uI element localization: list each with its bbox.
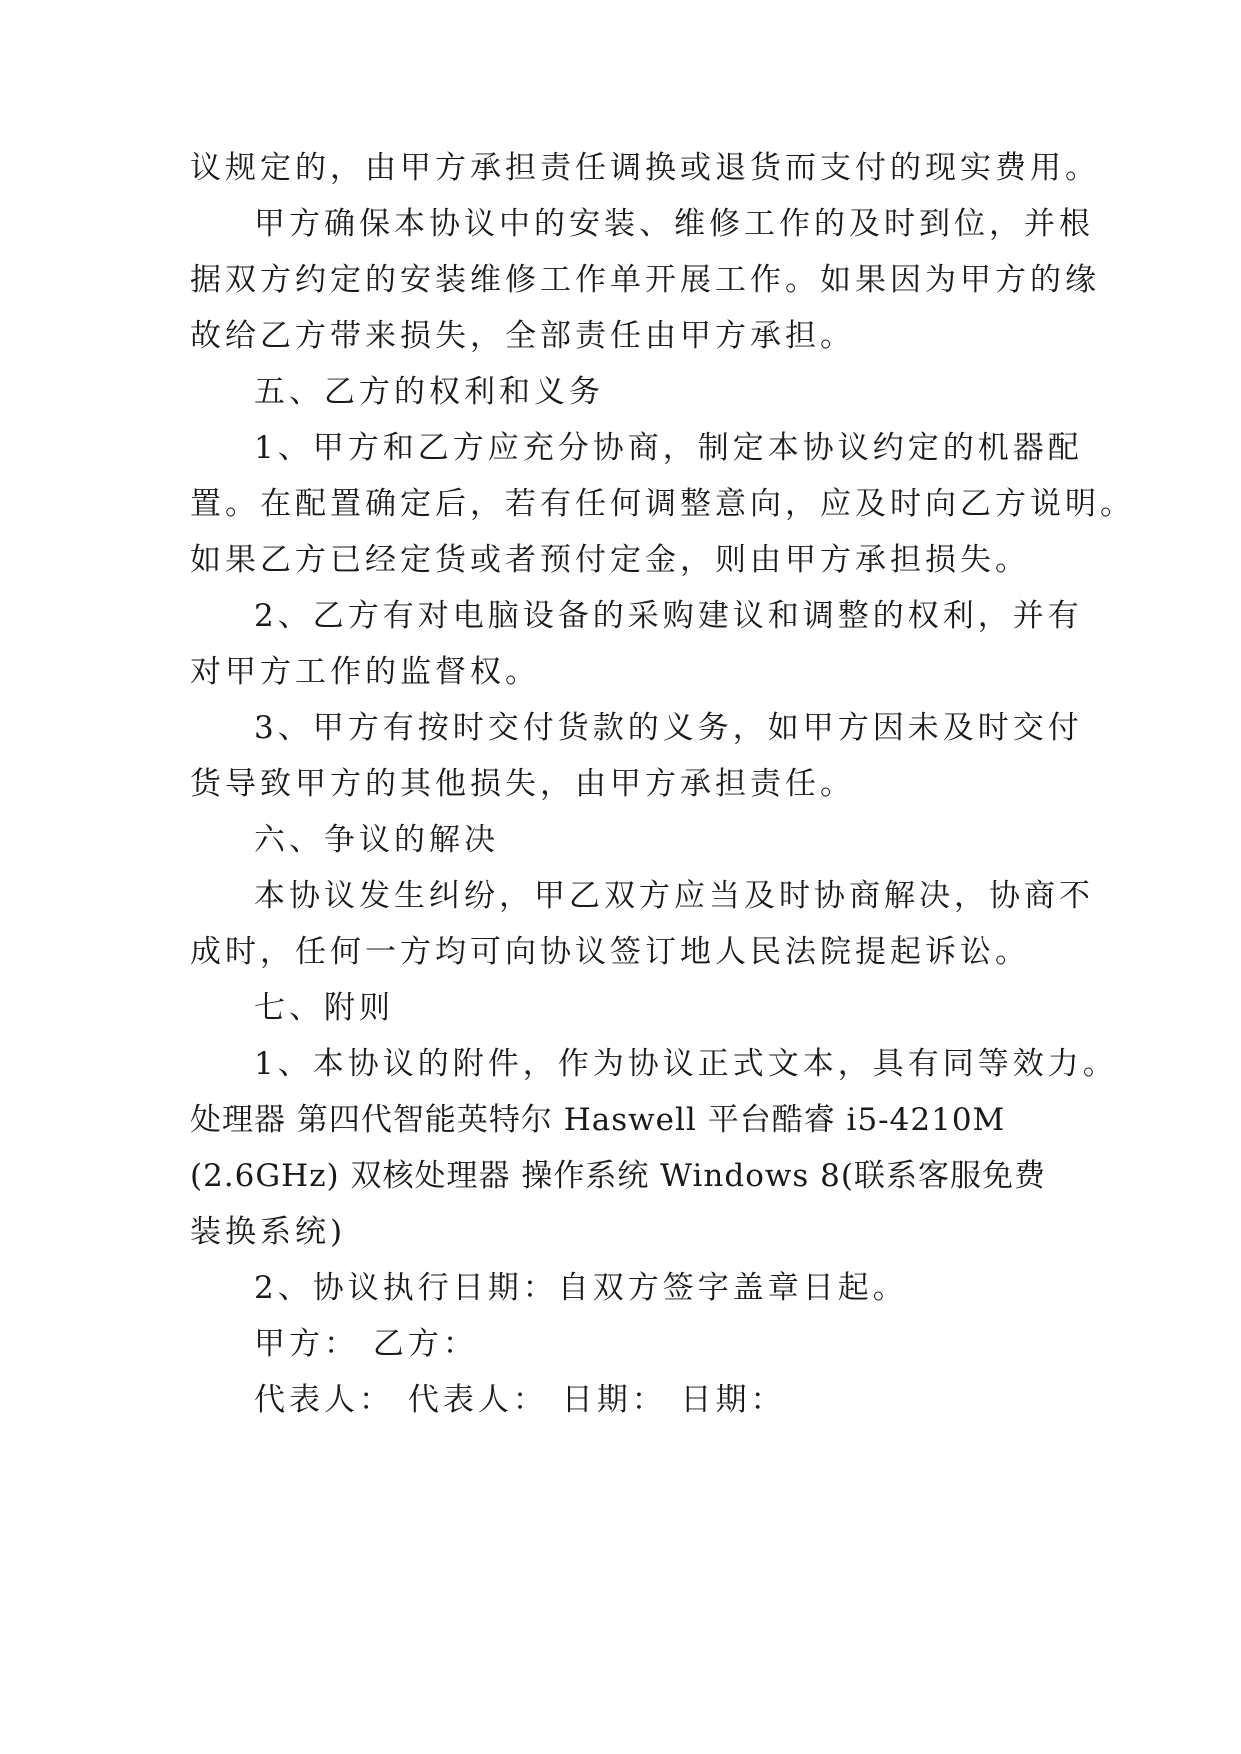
text-line-18: 处理器 第四代智能英特尔 Haswell 平台酷睿 i5-4210M <box>190 1102 1006 1138</box>
section-heading-5: 五、乙方的权利和义务 <box>254 374 604 410</box>
section-heading-7: 七、附则 <box>254 990 394 1026</box>
text-line-10: 对甲方工作的监督权。 <box>190 654 540 690</box>
text-line-2: 甲方确保本协议中的安装、维修工作的及时到位，并根 <box>254 206 1094 242</box>
text-line-19: (2.6GHz) 双核处理器 操作系统 Windows 8(联系客服免费 <box>190 1158 1046 1194</box>
text-line-1: 议规定的，由甲方承担责任调换或退货而支付的现实费用。 <box>190 150 1100 186</box>
text-line-21: 2、协议执行日期：自双方签字盖章日起。 <box>254 1270 908 1306</box>
signature-party-line: 甲方： 乙方： <box>254 1326 478 1362</box>
text-line-4: 故给乙方带来损失，全部责任由甲方承担。 <box>190 318 855 354</box>
text-line-9: 2、乙方有对电脑设备的采购建议和调整的权利，并有 <box>254 598 1083 634</box>
text-line-12: 货导致甲方的其他损失，由甲方承担责任。 <box>190 766 855 802</box>
text-line-6: 1、甲方和乙方应充分协商，制定本协议约定的机器配 <box>254 430 1083 466</box>
section-heading-6: 六、争议的解决 <box>254 822 499 858</box>
text-line-8: 如果乙方已经定货或者预付定金，则由甲方承担损失。 <box>190 542 1030 578</box>
signature-representative-line: 代表人： 代表人： 日期： 日期： <box>254 1382 786 1418</box>
text-line-14: 本协议发生纠纷，甲乙双方应当及时协商解决，协商不 <box>254 878 1094 914</box>
text-line-3: 据双方约定的安装维修工作单开展工作。如果因为甲方的缘 <box>190 262 1100 298</box>
text-line-7: 置。在配置确定后，若有任何调整意向，应及时向乙方说明。 <box>190 486 1135 522</box>
text-line-15: 成时，任何一方均可向协议签订地人民法院提起诉讼。 <box>190 934 1030 970</box>
text-line-20: 装换系统) <box>190 1214 347 1250</box>
text-line-11: 3、甲方有按时交付货款的义务，如甲方因未及时交付 <box>254 710 1083 746</box>
text-line-17: 1、本协议的附件，作为协议正式文本，具有同等效力。 <box>254 1046 1118 1082</box>
